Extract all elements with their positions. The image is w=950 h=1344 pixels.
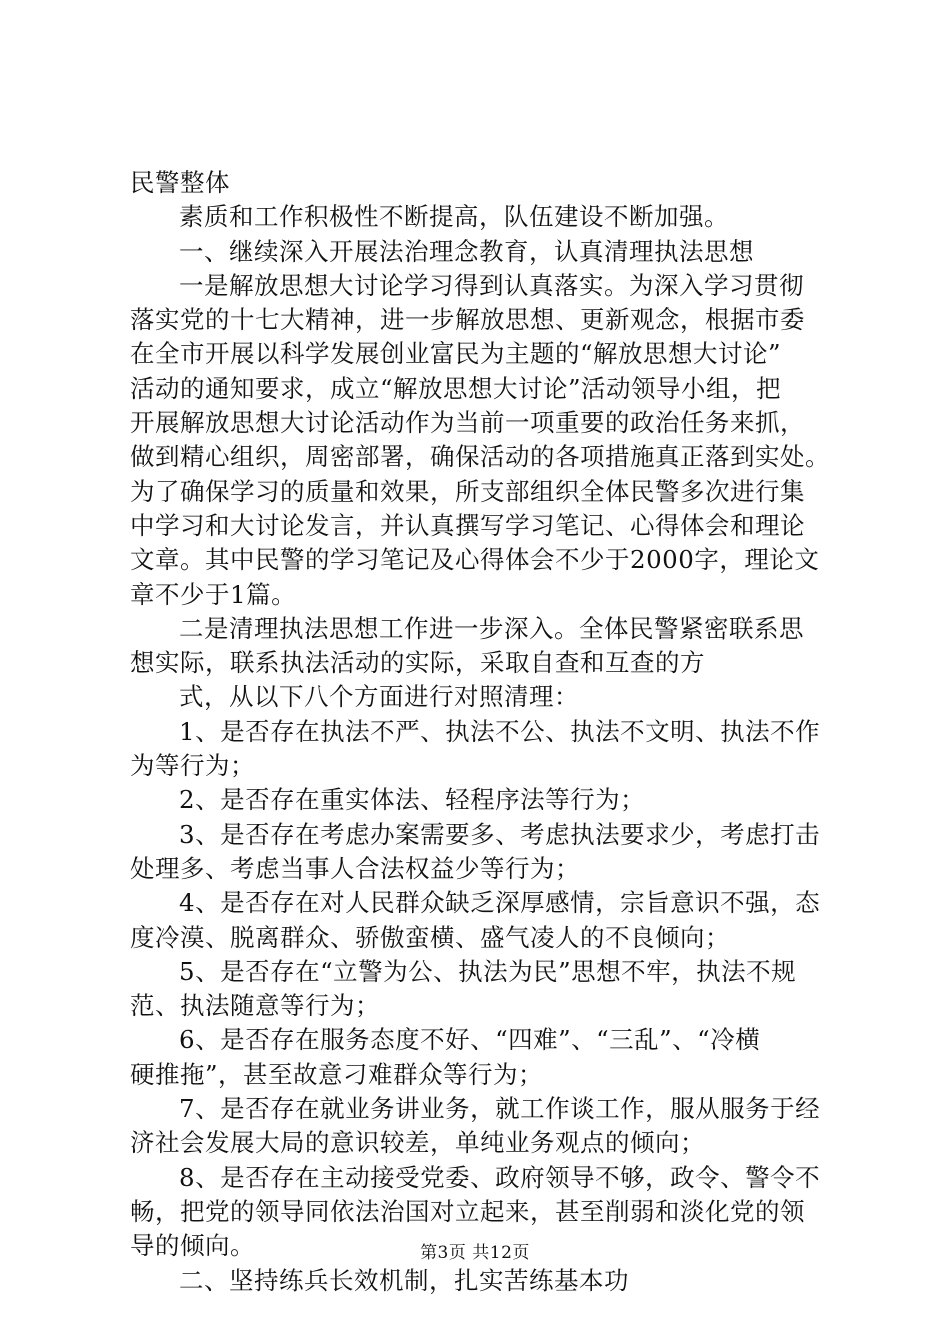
text-line: 文章。其中民警的学习笔记及心得体会不少于2000字，理论文 — [130, 545, 820, 575]
text-line: 为了确保学习的质量和效果，所支部组织全体民警多次进行集 — [130, 476, 805, 506]
text-line: 式，从以下八个方面进行对照清理： — [179, 682, 579, 712]
text-line: 1、是否存在执法不严、执法不公、执法不文明、执法不作 — [179, 716, 821, 746]
text-line: 中学习和大讨论发言，并认真撰写学习笔记、心得体会和理论 — [130, 510, 805, 540]
text-line: 二是清理执法思想工作进一步深入。全体民警紧密联系思 — [179, 613, 804, 643]
text-line: 二、坚持练兵长效机制，扎实苦练基本功 — [179, 1265, 629, 1295]
page-footer: 第3页 共12页 — [420, 1243, 530, 1263]
text-line: 硬推拖”，甚至故意刁难群众等行为； — [130, 1059, 544, 1089]
text-line: 4、是否存在对人民群众缺乏深厚感情，宗旨意识不强，态 — [179, 888, 821, 918]
text-line: 5、是否存在“立警为公、执法为民”思想不牢，执法不规 — [179, 956, 797, 986]
text-line: 活动的通知要求，成立“解放思想大讨论”活动领导小组，把 — [130, 373, 782, 403]
text-line: 为等行为； — [130, 751, 255, 781]
text-line: 畅，把党的领导同依法治国对立起来，甚至削弱和淡化党的领 — [130, 1196, 805, 1226]
text-line: 3、是否存在考虑办案需要多、考虑执法要求少，考虑打击 — [179, 819, 821, 849]
text-line: 度冷漠、脱离群众、骄傲蛮横、盛气凌人的不良倾向； — [130, 922, 730, 952]
text-line: 范、执法随意等行为； — [130, 991, 380, 1021]
text-line: 民警整体 — [130, 168, 230, 197]
text-line: 处理多、考虑当事人合法权益少等行为； — [130, 853, 580, 883]
text-line: 导的倾向。 — [130, 1231, 255, 1261]
text-line: 8、是否存在主动接受党委、政府领导不够，政令、警令不 — [179, 1162, 821, 1192]
text-line: 想实际，联系执法活动的实际，采取自查和互查的方 — [130, 648, 705, 678]
text-line: 济社会发展大局的意识较差，单纯业务观点的倾向； — [130, 1128, 705, 1158]
text-line: 7、是否存在就业务讲业务，就工作谈工作，服从服务于经 — [179, 1094, 821, 1124]
text-line: 落实党的十七大精神，进一步解放思想、更新观念，根据市委 — [130, 305, 805, 335]
text-line: 章不少于1篇。 — [130, 579, 297, 609]
text-line: 开展解放思想大讨论活动作为当前一项重要的政治任务来抓， — [130, 408, 805, 438]
text-line: 素质和工作积极性不断提高，队伍建设不断加强。 — [179, 202, 729, 232]
text-line: 一是解放思想大讨论学习得到认真落实。为深入学习贯彻 — [179, 270, 804, 300]
document-body — [130, 166, 830, 1298]
text-line: 6、是否存在服务态度不好、“四难”、“三乱”、“冷横 — [179, 1025, 761, 1055]
text-line: 一、继续深入开展法治理念教育，认真清理执法思想 — [179, 236, 754, 266]
text-line: 做到精心组织，周密部署，确保活动的各项措施真正落到实处。 — [130, 442, 830, 472]
text-line: 2、是否存在重实体法、轻程序法等行为； — [179, 785, 646, 815]
text-line: 在全市开展以科学发展创业富民为主题的“解放思想大讨论” — [130, 339, 782, 369]
